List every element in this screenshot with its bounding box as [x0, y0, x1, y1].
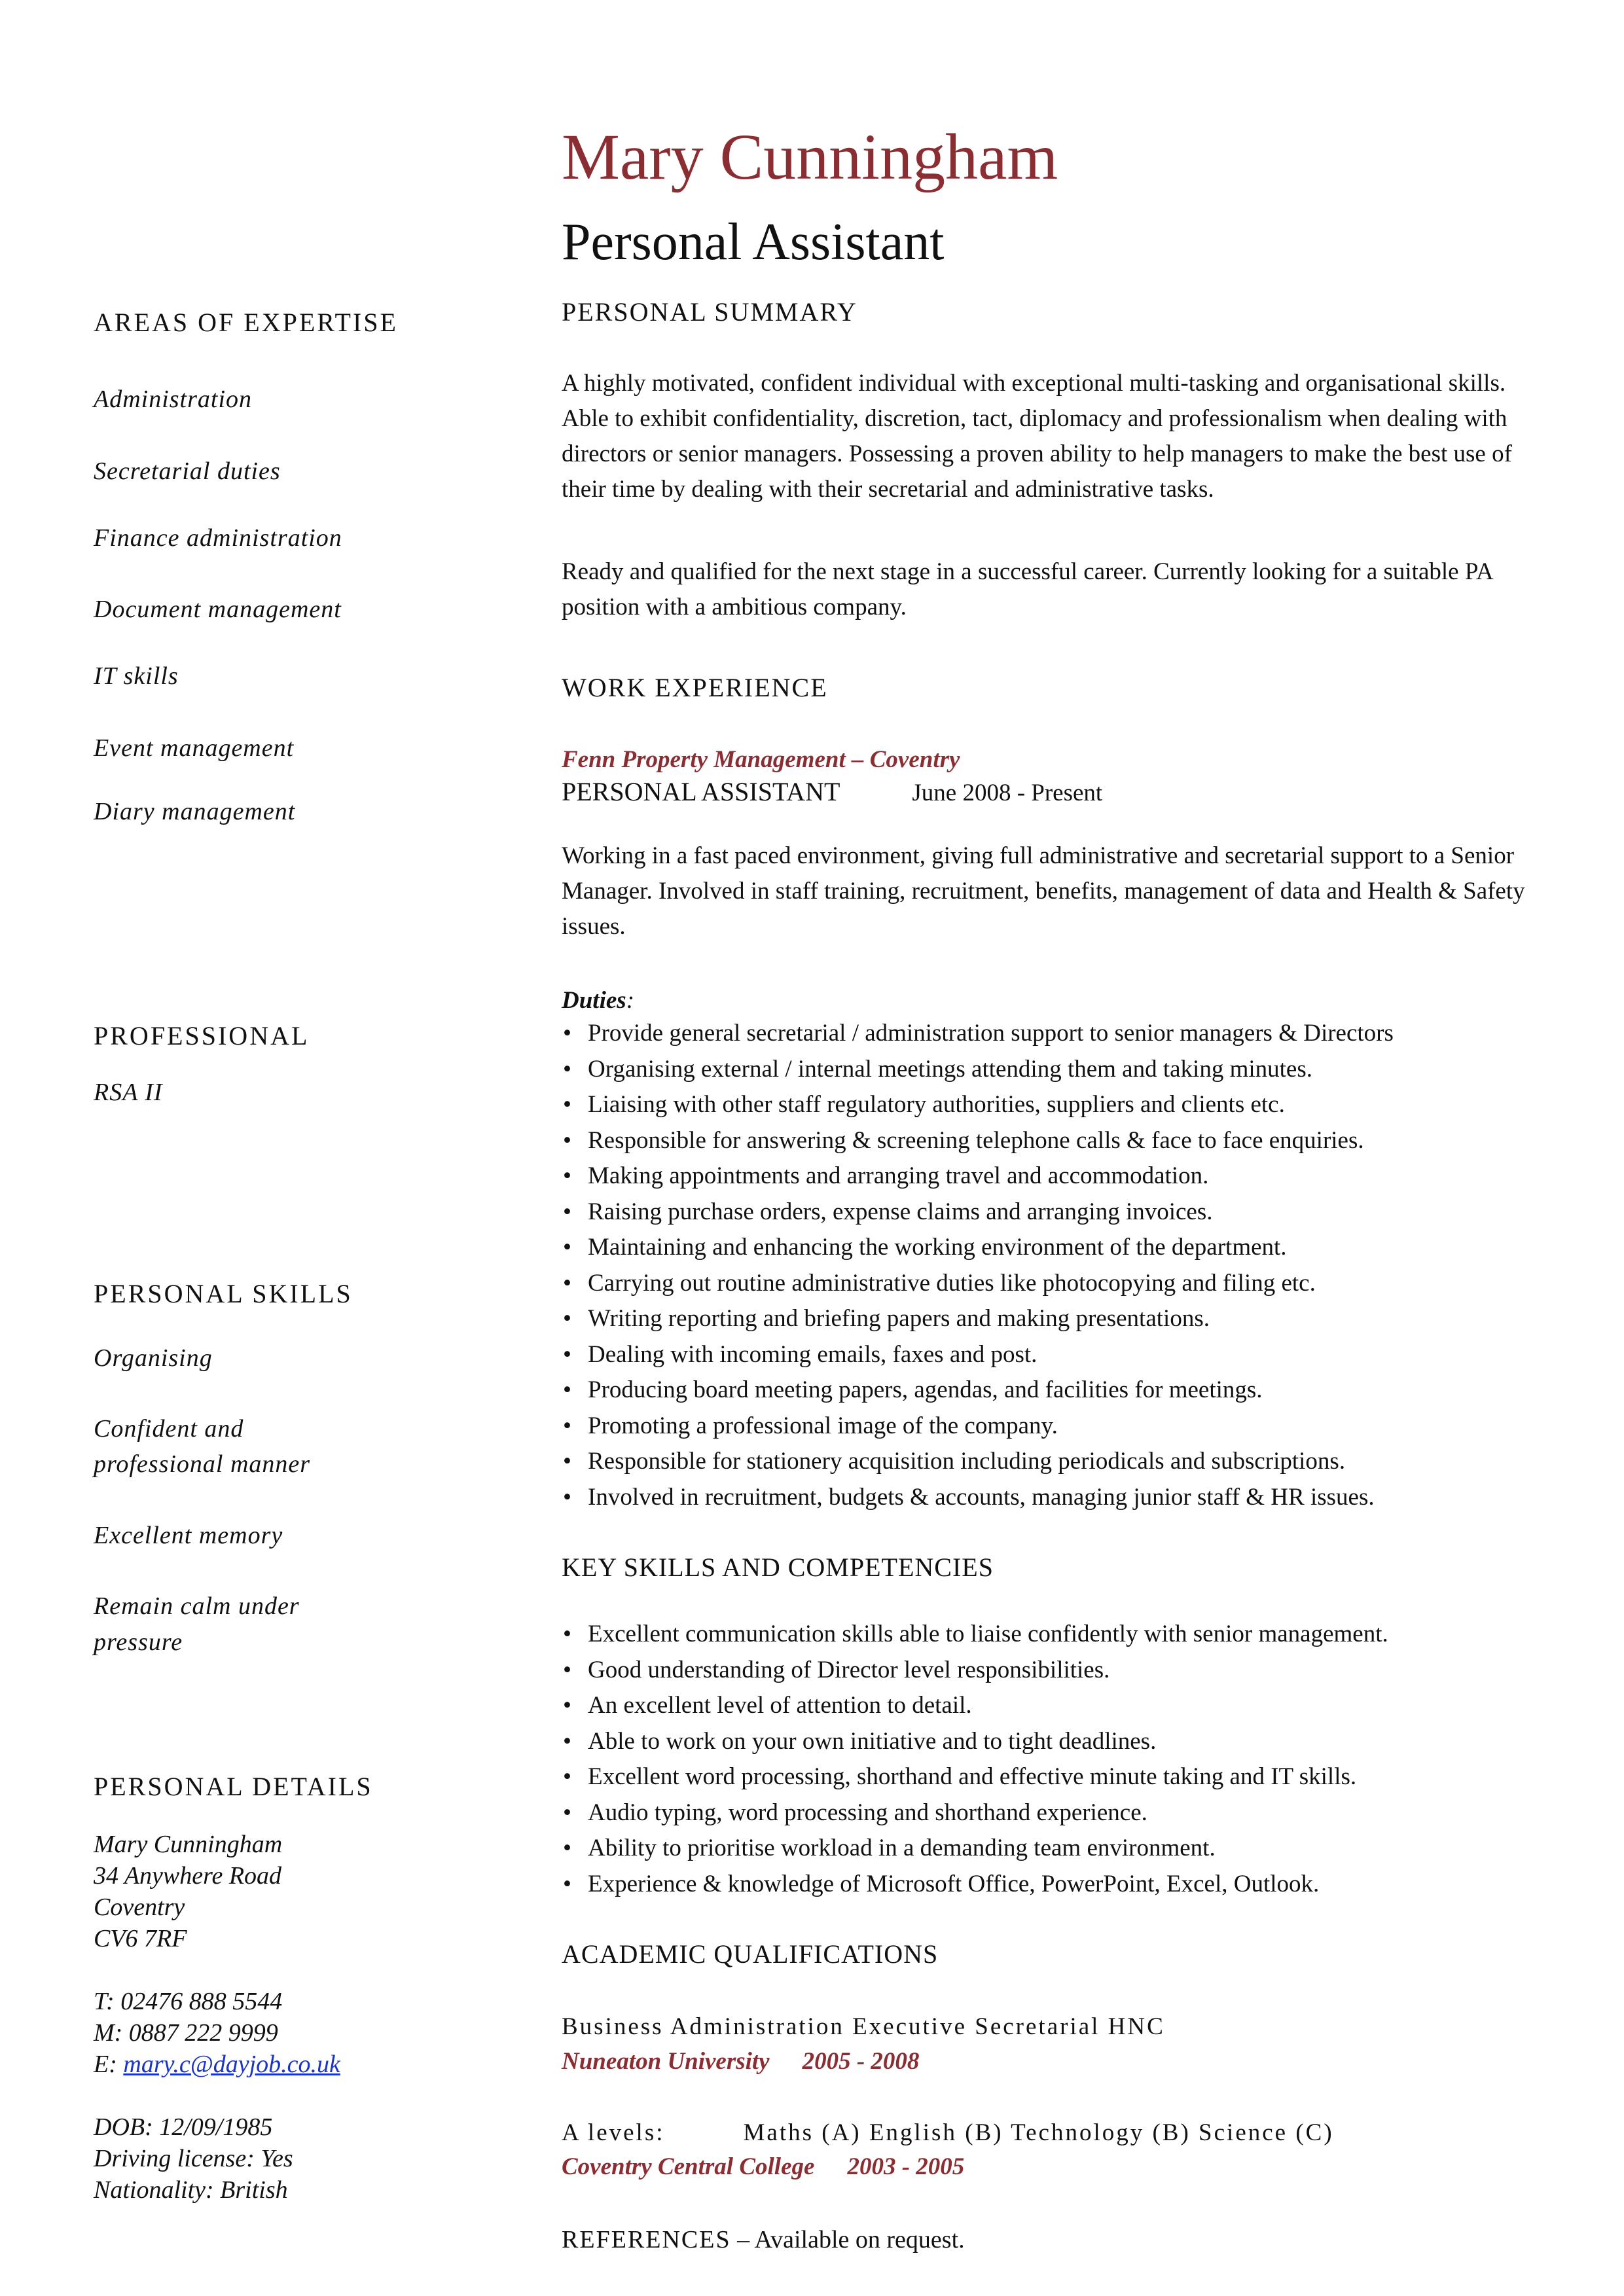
position-dates: June 2008 - Present	[912, 780, 1103, 806]
list-item: • Experience & knowledge of Microsoft Office, PowerPoint, Excel, Outlook.	[562, 1867, 1388, 1903]
nationality: Nationality: British	[94, 2176, 288, 2204]
list-item: • Producing board meeting papers, agendas, and facilities for meetings.	[562, 1372, 1394, 1408]
alevels-subjects: Maths (A) English (B) Technology (B) Science (C)	[743, 2119, 1334, 2146]
list-item: • Dealing with incoming emails, faxes and post.	[562, 1337, 1394, 1373]
expertise-heading: AREAS OF EXPERTISE	[94, 308, 398, 337]
position-title: PERSONAL ASSISTANT	[562, 777, 840, 806]
list-item: • Excellent word processing, shorthand and effective minute taking and IT skills.	[562, 1759, 1388, 1795]
duties-list	[562, 1016, 1394, 1515]
list-item: • Ability to prioritise workload in a demanding team environment.	[562, 1831, 1388, 1867]
skills-item: Organising	[94, 1344, 213, 1372]
skills-item: pressure	[94, 1628, 183, 1656]
alevels-label: A levels:	[562, 2119, 665, 2146]
references-text: – Available on request.	[731, 2226, 965, 2253]
list-item: • Able to work on your own initiative and to tight deadlines.	[562, 1724, 1388, 1760]
dob: DOB: 12/09/1985	[94, 2113, 273, 2141]
skills-item: Confident and	[94, 1415, 244, 1443]
candidate-name: Mary Cunningham	[562, 120, 1058, 193]
key-skills-list	[562, 1617, 1388, 1902]
key-skills-heading: KEY SKILLS AND COMPETENCIES	[562, 1552, 994, 1582]
skills-item: professional manner	[94, 1450, 311, 1478]
professional-heading: PROFESSIONAL	[94, 1021, 310, 1050]
mobile: M: 0887 222 9999	[94, 2019, 278, 2047]
expertise-item: Administration	[94, 386, 253, 413]
list-item: • Responsible for stationery acquisition including periodicals and subscriptions.	[562, 1444, 1394, 1480]
email-row	[94, 2049, 340, 2080]
personal-info-block	[94, 2111, 293, 2206]
summary-paragraph: A highly motivated, confident individual with exceptional multi-tasking and organisational skills. Able to exhibit confidentiality, discretion, tact, diplomacy and professionalism when dealing with directors or senior managers. Possessing a proven ability to help managers to make the best use of their time by dealing with their secretarial and administrative tasks.	[562, 370, 1512, 503]
list-item: • Raising purchase orders, expense claims and arranging invoices.	[562, 1194, 1394, 1230]
list-item: • Writing reporting and briefing papers and making presentations.	[562, 1301, 1394, 1337]
email-link[interactable]: mary.c@dayjob.co.uk	[123, 2051, 340, 2078]
address-block	[94, 1829, 282, 1954]
list-item: • Maintaining and enhancing the working environment of the department.	[562, 1230, 1394, 1266]
list-item: • Provide general secretarial / administration support to senior managers & Directors	[562, 1016, 1394, 1052]
address-line: Coventry	[94, 1893, 185, 1921]
driving-license: Driving license: Yes	[94, 2145, 293, 2172]
college-line	[562, 2155, 964, 2179]
alevels-line	[562, 2121, 1334, 2145]
summary-paragraph: Ready and qualified for the next stage in a successful career. Currently looking for a suitable PA position with a ambitious company.	[562, 558, 1492, 620]
references-line	[562, 2227, 965, 2252]
academic-heading: ACADEMIC QUALIFICATIONS	[562, 1939, 939, 1969]
expertise-item: IT skills	[94, 662, 179, 690]
duties-label: Duties:	[562, 987, 635, 1014]
job-title: Personal Assistant	[562, 213, 945, 271]
list-item: • An excellent level of attention to detail.	[562, 1688, 1388, 1724]
skills-item: Excellent memory	[94, 1522, 283, 1549]
expertise-item: Event management	[94, 734, 295, 762]
expertise-item: Finance administration	[94, 524, 342, 552]
list-item: • Promoting a professional image of the company.	[562, 1408, 1394, 1444]
list-item: • Carrying out routine administrative duties like photocopying and filing etc.	[562, 1266, 1394, 1302]
references-label: REFERENCES	[562, 2226, 731, 2253]
college-years: 2003 - 2005	[847, 2153, 965, 2180]
list-item: • Liaising with other staff regulatory authorities, suppliers and clients etc.	[562, 1087, 1394, 1123]
list-item: • Organising external / internal meetings attending them and taking minutes.	[562, 1052, 1394, 1088]
degree: Business Administration Executive Secretarial HNC	[562, 2013, 1165, 2040]
university: Nuneaton University	[562, 2048, 770, 2075]
job-description: Working in a fast paced environment, giving full administrative and secretarial support to a Senior Manager. Involved in staff training, recruitment, benefits, management of data and Health & Safety issues.	[562, 842, 1525, 940]
college: Coventry Central College	[562, 2153, 815, 2180]
university-line	[562, 2049, 919, 2073]
list-item: • Excellent communication skills able to liaise confidently with senior management.	[562, 1617, 1388, 1653]
skills-heading: PERSONAL SKILLS	[94, 1279, 353, 1308]
email-label: E:	[94, 2051, 124, 2078]
company-name: Fenn Property Management – Coventry	[562, 746, 960, 773]
list-item: • Involved in recruitment, budgets & accounts, managing junior staff & HR issues.	[562, 1480, 1394, 1516]
experience-heading: WORK EXPERIENCE	[562, 673, 828, 702]
address-line: Mary Cunningham	[94, 1831, 283, 1858]
position-line	[562, 779, 1102, 805]
list-item: • Making appointments and arranging travel and accommodation.	[562, 1158, 1394, 1194]
contact-block	[94, 1986, 340, 2080]
expertise-item: Secretarial duties	[94, 457, 281, 485]
expertise-item: Diary management	[94, 798, 296, 825]
list-item: • Good understanding of Director level responsibilities.	[562, 1653, 1388, 1689]
summary-heading: PERSONAL SUMMARY	[562, 297, 857, 327]
phone: T: 02476 888 5544	[94, 1988, 283, 2015]
address-line: CV6 7RF	[94, 1925, 187, 1952]
skills-item: Remain calm under	[94, 1592, 300, 1620]
professional-item: RSA II	[94, 1079, 163, 1106]
list-item: • Responsible for answering & screening telephone calls & face to face enquiries.	[562, 1123, 1394, 1159]
university-years: 2005 - 2008	[802, 2048, 920, 2075]
expertise-item: Document management	[94, 596, 342, 623]
list-item: • Audio typing, word processing and shorthand experience.	[562, 1795, 1388, 1831]
details-heading: PERSONAL DETAILS	[94, 1772, 373, 1801]
address-line: 34 Anywhere Road	[94, 1862, 282, 1890]
